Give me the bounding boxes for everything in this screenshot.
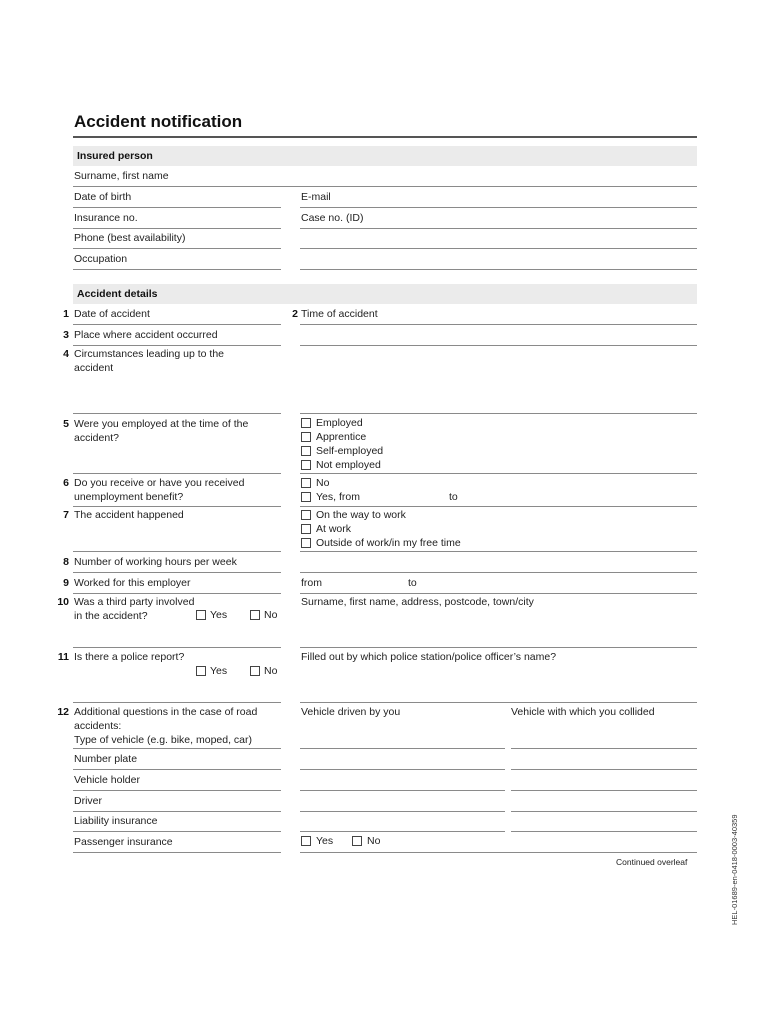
q12-passenger-line-right <box>300 852 697 853</box>
q12-col-other-vehicle: Vehicle with which you collided <box>511 706 655 718</box>
q11-no-checkbox[interactable] <box>250 666 260 676</box>
q9-dates-field[interactable] <box>300 593 697 594</box>
q5-line-right <box>300 473 697 474</box>
q6-yes-label: Yes, from <box>316 491 360 503</box>
q12-plate-own-field[interactable] <box>300 769 505 770</box>
q11-line <box>73 702 281 703</box>
q7-way-to-work-label: On the way to work <box>316 509 406 521</box>
q12-driver-label: Driver <box>74 795 102 807</box>
email-label: E-mail <box>301 191 331 203</box>
email-field[interactable] <box>300 207 697 208</box>
q12-holder-other-field[interactable] <box>511 790 697 791</box>
q12-plate-other-field[interactable] <box>511 769 697 770</box>
q11-number: 11 <box>57 651 69 663</box>
q6-no-label: No <box>316 477 330 489</box>
insured-section-title: Insured person <box>77 150 153 162</box>
q5-self-employed-checkbox[interactable] <box>301 446 311 456</box>
q2-number: 2 <box>292 308 298 320</box>
q7-at-work-checkbox[interactable] <box>301 524 311 534</box>
q12-liability-label: Liability insurance <box>74 815 158 827</box>
q12-passenger-yes-label: Yes <box>316 835 334 847</box>
q7-at-work-label: At work <box>316 523 352 535</box>
q12-plate-line <box>73 769 281 770</box>
phone-field-extra[interactable] <box>300 248 697 249</box>
q6-dates-field[interactable] <box>300 506 697 507</box>
q10-label-line1: Was a third party involved <box>74 596 195 608</box>
q3-number: 3 <box>63 329 69 341</box>
q12-liability-own-field[interactable] <box>300 831 505 832</box>
q5-employed-checkbox[interactable] <box>301 418 311 428</box>
q3-field[interactable] <box>300 345 697 346</box>
q12-passenger-label: Passenger insurance <box>74 836 173 848</box>
surname-field[interactable] <box>73 186 697 187</box>
q11-yes-label: Yes <box>210 665 228 677</box>
q9-number: 9 <box>63 577 69 589</box>
surname-label: Surname, first name <box>74 170 169 182</box>
q6-line <box>73 506 281 507</box>
document-code: HEL-01689-en-0418-0003-40359 <box>730 814 739 925</box>
q12-driver-line <box>73 811 281 812</box>
q4-number: 4 <box>63 348 69 360</box>
q2-field[interactable] <box>300 324 697 325</box>
occupation-field[interactable] <box>73 269 281 270</box>
q12-liability-line <box>73 831 281 832</box>
q10-yes-checkbox[interactable] <box>196 610 206 620</box>
q1-field[interactable] <box>73 324 281 325</box>
q6-yes-checkbox[interactable] <box>301 492 311 502</box>
q12-holder-own-field[interactable] <box>300 790 505 791</box>
q10-third-party-field[interactable] <box>300 647 697 648</box>
q10-line <box>73 647 281 648</box>
q9-to-label: to <box>408 577 417 589</box>
q12-liability-other-field[interactable] <box>511 831 697 832</box>
q11-police-field[interactable] <box>300 702 697 703</box>
phone-label: Phone (best availability) <box>74 232 186 244</box>
q12-label-line1: Additional questions in the case of road <box>74 706 258 718</box>
q5-number: 5 <box>63 418 69 430</box>
q4-field[interactable] <box>300 413 697 414</box>
q11-no-label: No <box>264 665 278 677</box>
dob-label: Date of birth <box>74 191 132 203</box>
q11-yes-checkbox[interactable] <box>196 666 206 676</box>
q12-type-other-field[interactable] <box>511 748 697 749</box>
q5-label-line1: Were you employed at the time of the <box>74 418 249 430</box>
q12-driver-other-field[interactable] <box>511 811 697 812</box>
q7-number: 7 <box>63 509 69 521</box>
q7-free-time-label: Outside of work/in my free time <box>316 537 461 549</box>
q6-label-line1: Do you receive or have you received <box>74 477 245 489</box>
q5-apprentice-label: Apprentice <box>316 431 367 443</box>
q5-apprentice-checkbox[interactable] <box>301 432 311 442</box>
q10-yes-label: Yes <box>210 609 228 621</box>
q12-label-line2: accidents: <box>74 720 122 732</box>
q8-field[interactable] <box>300 572 697 573</box>
accident-section-header <box>73 284 697 304</box>
q3-label: Place where accident occurred <box>74 329 218 341</box>
q7-free-time-checkbox[interactable] <box>301 538 311 548</box>
q10-number: 10 <box>57 596 69 608</box>
q7-label: The accident happened <box>74 509 184 521</box>
occupation-field-extra[interactable] <box>300 269 697 270</box>
title-rule <box>73 136 697 138</box>
continued-overleaf: Continued overleaf <box>616 857 688 867</box>
page-title: Accident notification <box>74 112 243 131</box>
q6-label-line2: unemployment benefit? <box>74 491 184 503</box>
q12-type-own-field[interactable] <box>300 748 505 749</box>
q9-line <box>73 593 281 594</box>
q10-no-checkbox[interactable] <box>250 610 260 620</box>
q12-number: 12 <box>57 706 69 718</box>
q12-holder-label: Vehicle holder <box>74 774 140 786</box>
insurance-no-field[interactable] <box>73 228 281 229</box>
case-no-label: Case no. (ID) <box>301 212 364 224</box>
q1-number: 1 <box>63 308 69 320</box>
q10-no-label: No <box>264 609 278 621</box>
q8-number: 8 <box>63 556 69 568</box>
q9-from-label: from <box>301 577 322 589</box>
q12-holder-line <box>73 790 281 791</box>
q7-line-right <box>300 551 697 552</box>
q8-line <box>73 572 281 573</box>
q11-label: Is there a police report? <box>74 651 185 663</box>
q4-line <box>73 413 281 414</box>
q7-way-to-work-checkbox[interactable] <box>301 510 311 520</box>
q12-passenger-line <box>73 852 281 853</box>
q5-employed-label: Employed <box>316 417 363 429</box>
insurance-no-label: Insurance no. <box>74 212 138 224</box>
q5-self-employed-label: Self-employed <box>316 445 384 457</box>
q12-passenger-no-label: No <box>367 835 381 847</box>
q5-line <box>73 473 281 474</box>
q12-col-own-vehicle: Vehicle driven by you <box>301 706 401 718</box>
q12-vehicle-type-label: Type of vehicle (e.g. bike, moped, car) <box>74 734 253 746</box>
q11-police-label: Filled out by which police station/police officer’s name? <box>301 651 557 663</box>
case-no-field[interactable] <box>300 228 697 229</box>
q12-type-line <box>73 748 281 749</box>
q3-line <box>73 345 281 346</box>
q5-label-line2: accident? <box>74 432 119 444</box>
q12-plate-label: Number plate <box>74 753 138 765</box>
q10-third-party-label: Surname, first name, address, postcode, town/city <box>301 596 534 608</box>
q5-not-employed-label: Not employed <box>316 459 381 471</box>
q4-label-line2: accident <box>74 362 114 374</box>
q12-passenger-no-checkbox[interactable] <box>352 836 362 846</box>
q5-not-employed-checkbox[interactable] <box>301 460 311 470</box>
q9-label: Worked for this employer <box>74 577 191 589</box>
q4-label-line1: Circumstances leading up to the <box>74 348 224 360</box>
insured-section-header <box>73 146 697 166</box>
q6-to-label: to <box>449 491 458 503</box>
phone-field[interactable] <box>73 248 281 249</box>
q12-driver-own-field[interactable] <box>300 811 505 812</box>
q1-label: Date of accident <box>74 308 150 320</box>
q7-line <box>73 551 281 552</box>
q8-label: Number of working hours per week <box>74 556 237 568</box>
dob-field[interactable] <box>73 207 281 208</box>
q6-no-checkbox[interactable] <box>301 478 311 488</box>
accident-section-title: Accident details <box>77 288 158 300</box>
q6-number: 6 <box>63 477 69 489</box>
occupation-label: Occupation <box>74 253 128 265</box>
q2-label: Time of accident <box>301 308 378 320</box>
q12-passenger-yes-checkbox[interactable] <box>301 836 311 846</box>
q10-label-line2: in the accident? <box>74 610 148 622</box>
